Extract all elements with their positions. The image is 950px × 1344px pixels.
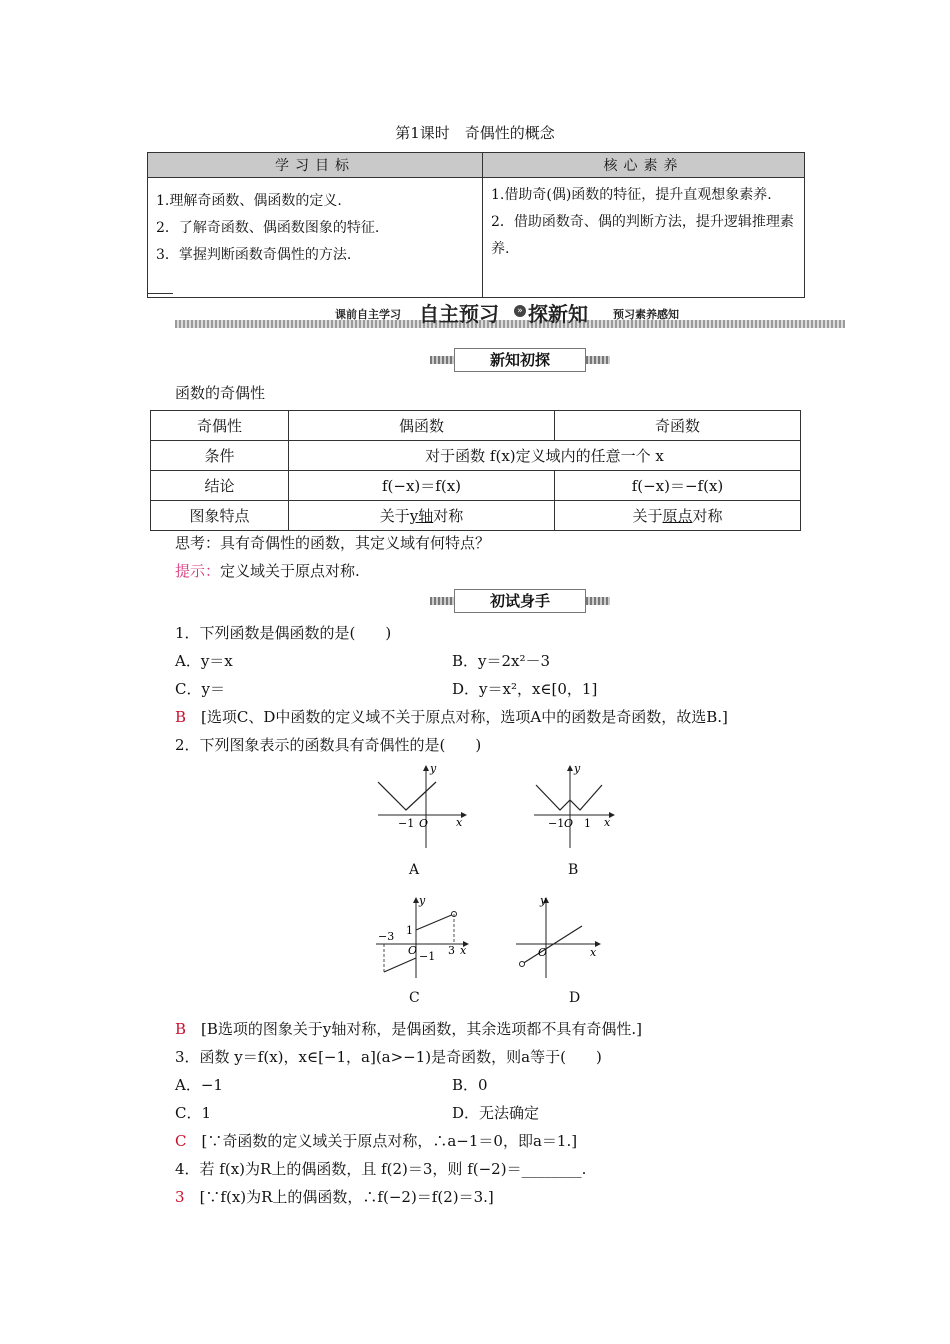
graph-c xyxy=(372,892,472,982)
q2-explanation: [B选项的图象关于y轴对称，是偶函数，其余选项都不具有奇偶性.] xyxy=(201,1020,643,1038)
lesson-title: 第1课时 奇偶性的概念 xyxy=(395,124,555,142)
hint-text: 定义域关于原点对称. xyxy=(220,562,360,580)
svg-text:−3: −3 xyxy=(378,930,395,943)
graph-c-label: C xyxy=(409,990,420,1006)
condition-text: 对于函数 f(x)定义域内的任意一个 x xyxy=(289,441,801,471)
graph-b xyxy=(528,760,618,855)
goal-item: 1.理解奇函数、偶函数的定义. xyxy=(156,193,342,209)
hint-label: 提示： xyxy=(175,562,221,580)
svg-text:x: x xyxy=(460,944,467,957)
goals-objectives-cell xyxy=(148,178,483,298)
banner-right-small: 预习素养感知 xyxy=(613,308,679,321)
even-graph-feature: 关于y轴对称 xyxy=(289,501,555,531)
q1-option-c: C．y＝ xyxy=(175,680,225,698)
goals-header-objectives: 学习目标 xyxy=(148,153,483,178)
q3-stem: 3．函数 y＝f(x)，x∈[−1，a](a>−1)是奇函数，则a等于( ) xyxy=(175,1048,602,1066)
graph-d-label: D xyxy=(569,990,581,1006)
section-label-new-knowledge: 新知初探 xyxy=(430,348,610,372)
q1-answer-letter: B xyxy=(175,708,187,726)
svg-text:−1: −1 xyxy=(419,950,436,963)
banner-title-right: 探新知 xyxy=(528,302,588,326)
q4-answer-value: 3 xyxy=(175,1188,185,1206)
q1-explanation: [选项C、D中函数的定义域不关于原点对称，选项A中的函数是奇函数，故选B.] xyxy=(201,708,728,726)
goal-item: 2．了解奇函数、偶函数图象的特征. xyxy=(156,220,380,236)
section-banner xyxy=(175,296,845,330)
parity-header: 奇函数 xyxy=(555,411,801,441)
goals-table xyxy=(147,152,805,298)
odd-graph-feature: 关于原点对称 xyxy=(555,501,801,531)
parity-header: 奇偶性 xyxy=(151,411,289,441)
svg-text:O: O xyxy=(408,944,418,957)
parity-header: 偶函数 xyxy=(289,411,555,441)
svg-text:O: O xyxy=(564,817,574,830)
svg-text:y: y xyxy=(574,762,581,775)
graph-a xyxy=(370,760,470,855)
row-label-conclusion: 结论 xyxy=(151,471,289,501)
q4-stem: 4．若 f(x)为R上的偶函数，且 f(2)＝3，则 f(−2)＝________. xyxy=(175,1160,587,1178)
svg-text:3: 3 xyxy=(448,944,455,957)
svg-text:y: y xyxy=(430,762,437,775)
banner-left-small: 课前自主学习 xyxy=(335,308,401,321)
odd-symmetry-center: 原点 xyxy=(662,507,693,525)
section-label-first-try: 初试身手 xyxy=(430,589,610,613)
svg-text:O: O xyxy=(419,817,429,830)
q4-answer xyxy=(175,1186,494,1207)
svg-text:x: x xyxy=(604,816,611,829)
svg-text:1: 1 xyxy=(584,817,591,830)
svg-text:1: 1 xyxy=(406,924,413,937)
q3-option-c: C．1 xyxy=(175,1104,212,1122)
literacy-item: 2．借助函数奇、偶的判断方法，提升逻辑推理素养. xyxy=(491,214,794,257)
q1-answer xyxy=(175,706,728,727)
even-conclusion: f(−x)＝f(x) xyxy=(289,471,555,501)
row-label-graph: 图象特点 xyxy=(151,501,289,531)
even-symmetry-axis: y轴 xyxy=(409,507,434,525)
q1-option-a: A．y＝x xyxy=(175,652,233,670)
svg-text:y: y xyxy=(419,894,426,907)
q1-option-b: B．y＝2x²－3 xyxy=(452,652,551,670)
table-rule xyxy=(147,293,173,294)
q2-stem: 2．下列图象表示的函数具有奇偶性的是( ) xyxy=(175,736,482,754)
q3-answer-letter: C xyxy=(175,1132,187,1150)
q4-explanation: [∵f(x)为R上的偶函数，∴f(−2)＝f(2)＝3.] xyxy=(199,1188,494,1206)
q3-explanation: [∵奇函数的定义域关于原点对称，∴a−1＝0，即a＝1.] xyxy=(201,1132,578,1150)
svg-text:x: x xyxy=(456,816,463,829)
odd-conclusion: f(−x)＝−f(x) xyxy=(555,471,801,501)
q3-option-d: D．无法确定 xyxy=(452,1104,540,1122)
parity-table xyxy=(150,410,801,531)
svg-text:−1: −1 xyxy=(398,817,415,830)
hint xyxy=(175,560,360,581)
graph-d xyxy=(512,892,604,982)
q2-answer xyxy=(175,1018,642,1039)
svg-text:x: x xyxy=(590,946,597,959)
q2-answer-letter: B xyxy=(175,1020,187,1038)
subheading: 函数的奇偶性 xyxy=(175,384,266,402)
goals-header-literacy: 核心素养 xyxy=(483,153,805,178)
graph-b-label: B xyxy=(568,862,579,878)
q3-option-b: B．0 xyxy=(452,1076,488,1094)
banner-arrow-icon: » xyxy=(514,305,526,317)
think-question: 思考：具有奇偶性的函数，其定义域有何特点？ xyxy=(175,534,491,552)
goals-literacy-cell xyxy=(483,178,805,298)
goal-item: 3．掌握判断函数奇偶性的方法. xyxy=(156,247,352,263)
svg-text:O: O xyxy=(538,946,548,959)
graph-a-label: A xyxy=(409,862,420,878)
q1-stem: 1．下列函数是偶函数的是( ) xyxy=(175,624,392,642)
banner-band xyxy=(175,320,845,328)
literacy-item: 1.借助奇(偶)函数的特征，提升直观想象素养. xyxy=(491,187,772,203)
q3-answer xyxy=(175,1130,577,1151)
svg-text:y: y xyxy=(540,894,547,907)
q1-option-d: D．y＝x²，x∈[0，1] xyxy=(452,680,598,698)
q3-option-a: A．−1 xyxy=(175,1076,223,1094)
banner-title-left: 自主预习 xyxy=(419,302,499,326)
svg-text:−1: −1 xyxy=(548,817,565,830)
row-label-condition: 条件 xyxy=(151,441,289,471)
